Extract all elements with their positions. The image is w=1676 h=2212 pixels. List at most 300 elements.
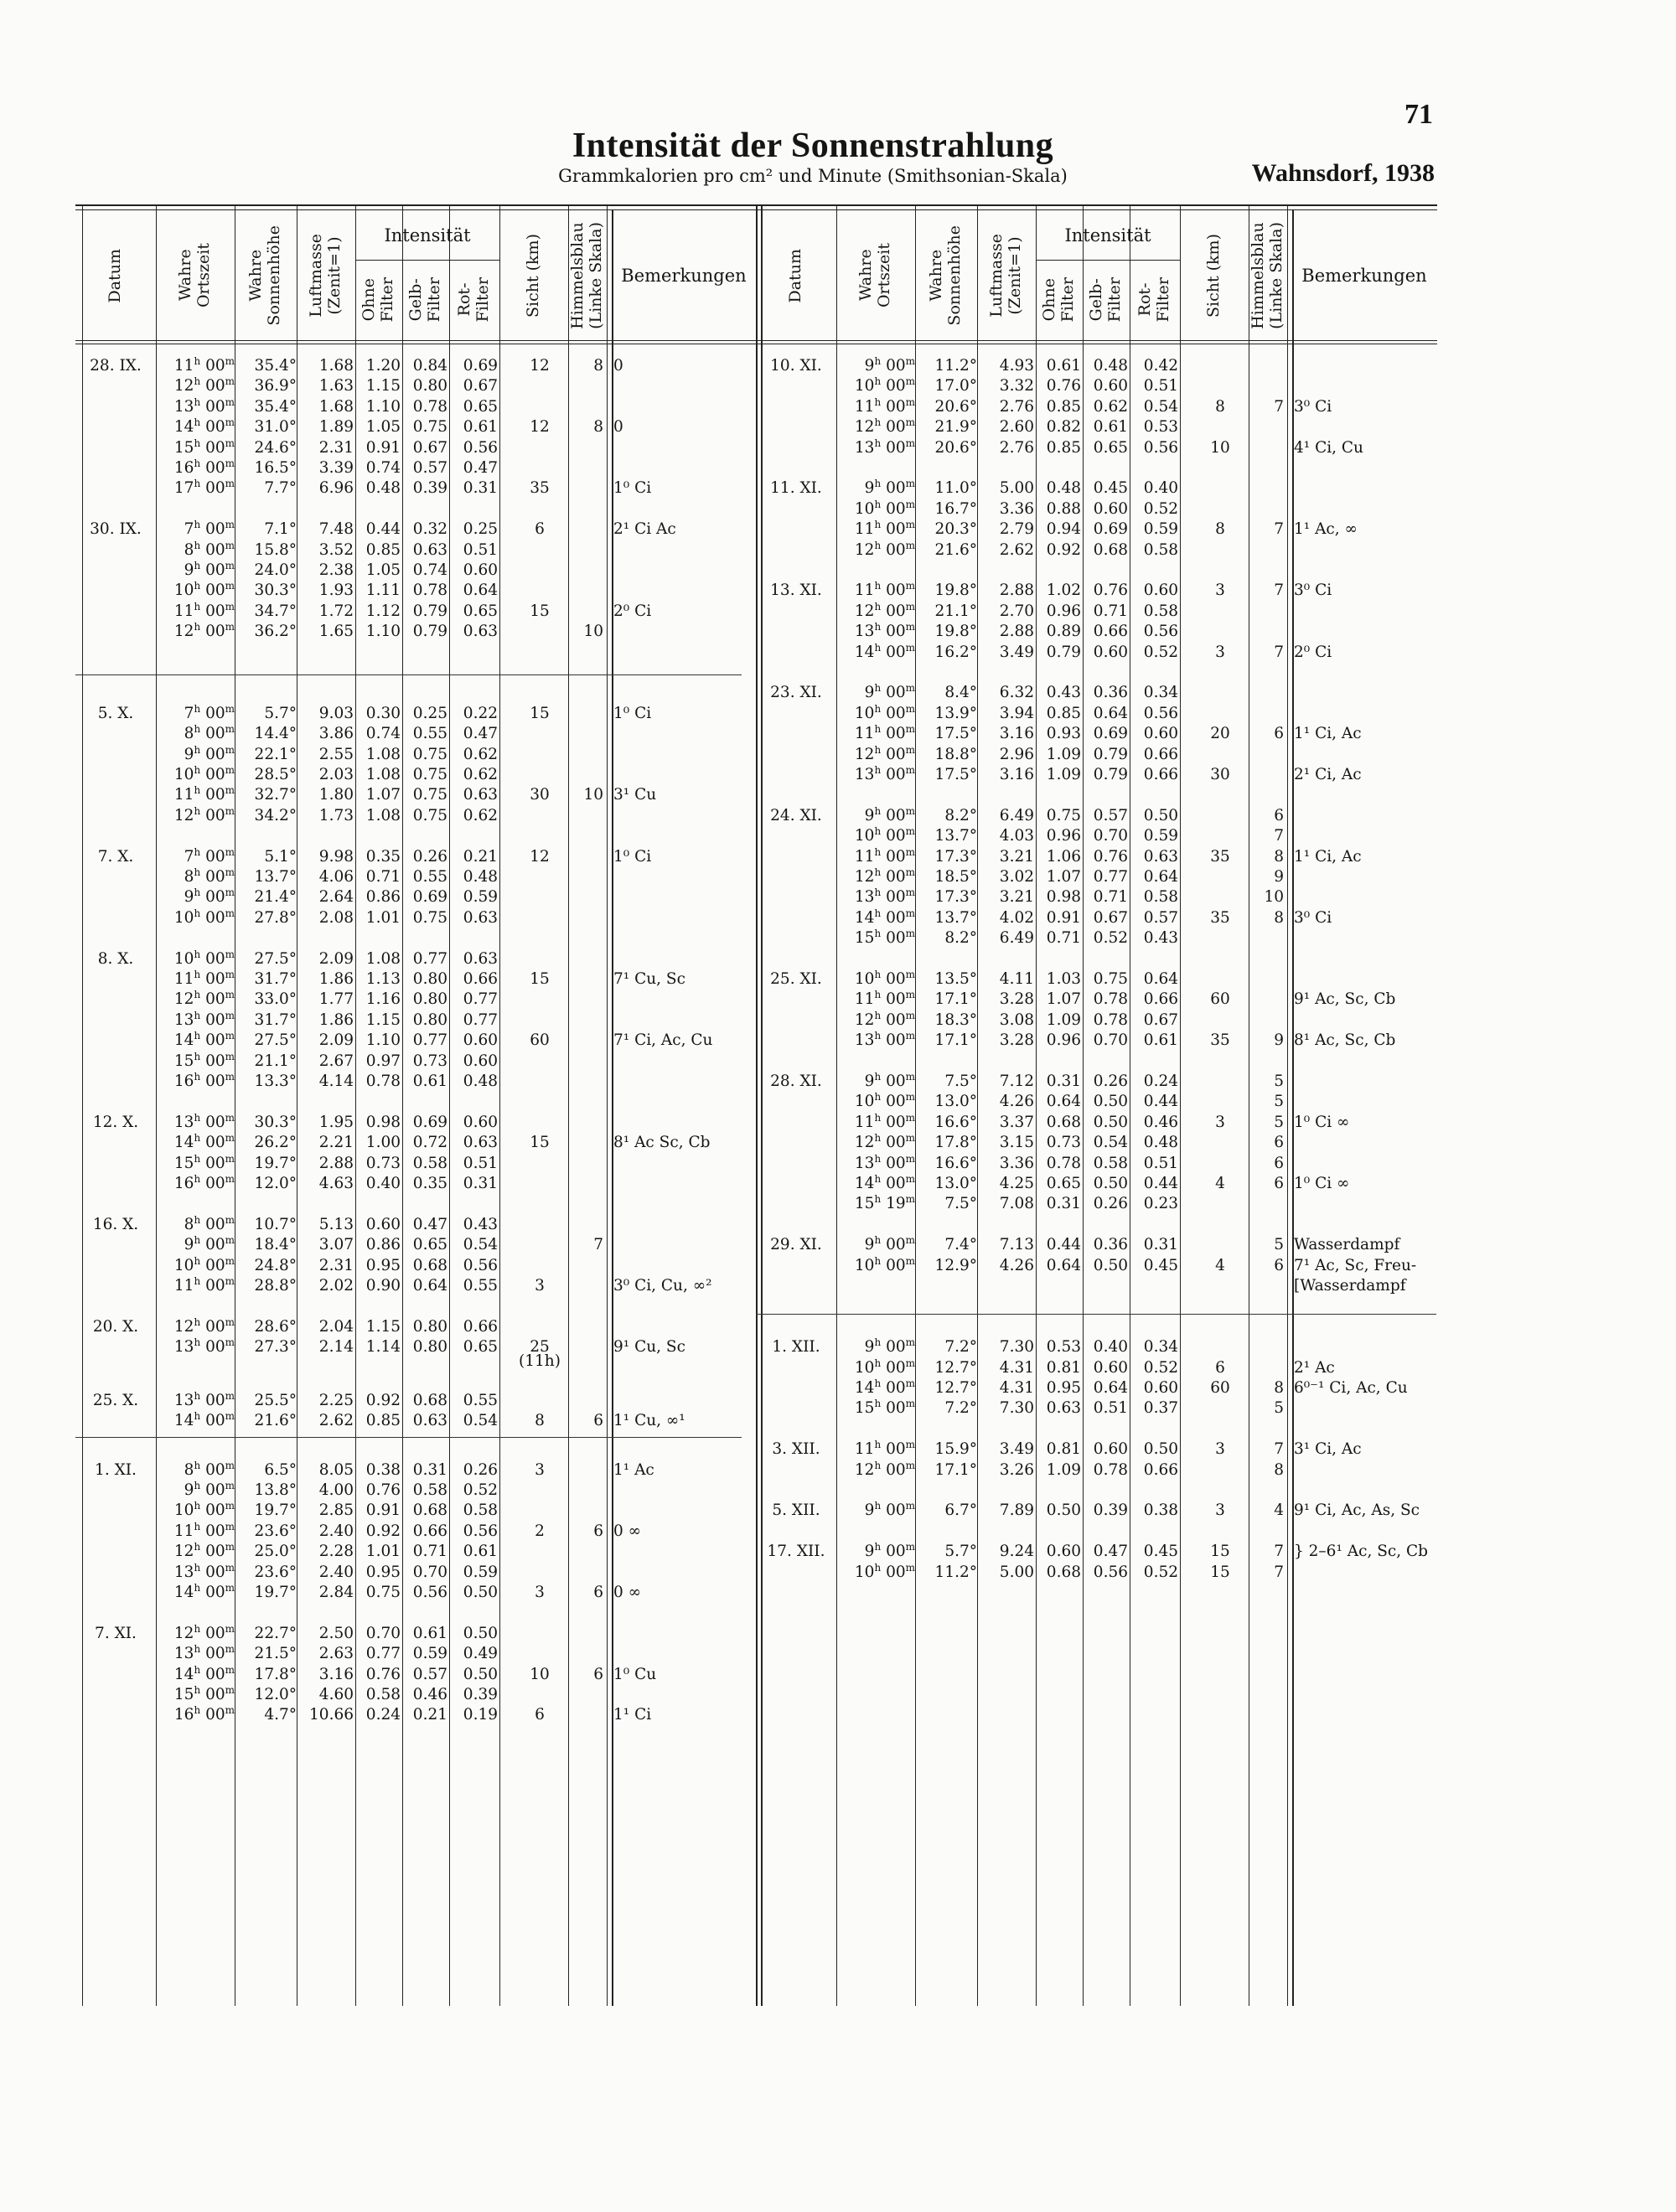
cell-time: 14$^h$ 00$^m$ (173, 1581, 235, 1601)
table-row (75, 519, 756, 540)
cell-alt: 24.0° (254, 561, 297, 579)
table-row (75, 621, 756, 642)
table-row (75, 416, 756, 437)
cell-ig: 0.68 (1093, 540, 1128, 559)
table-row (75, 1173, 756, 1194)
cell-ig: 0.69 (1093, 520, 1128, 539)
cell-time: 10$^h$ 00$^m$ (173, 948, 235, 968)
cell-ir: 0.63 (463, 786, 498, 804)
cell-alt: 36.2° (254, 623, 297, 641)
cell-date: 20. X. (92, 1317, 139, 1336)
cell-alt: 17.8° (934, 1134, 977, 1152)
cell-blau: 5 (1274, 1093, 1284, 1111)
table-row (75, 1410, 756, 1431)
table-row (756, 519, 1436, 540)
cell-ir: 0.64 (463, 581, 498, 600)
cell-time: 13$^h$ 00$^m$ (854, 886, 915, 907)
cell-rem: 2⁰ Ci (1294, 643, 1332, 661)
cell-sicht: 60 (1210, 990, 1230, 1009)
table-row (75, 1030, 756, 1051)
cell-blau: 5 (1274, 1399, 1284, 1418)
cell-sicht: 60 (1210, 1379, 1230, 1397)
cell-am: 2.55 (318, 745, 354, 763)
cell-ir: 0.66 (1143, 1460, 1178, 1479)
table-row (75, 764, 756, 785)
cell-time: 11$^h$ 00$^m$ (173, 1520, 235, 1540)
cell-blau: 6 (1274, 1256, 1284, 1274)
cell-alt: 28.6° (254, 1317, 297, 1336)
header-label: Wahre Ortszeit (856, 243, 893, 308)
cell-time: 9$^h$ 00$^m$ (864, 1070, 915, 1090)
header-label: Datum (786, 248, 805, 303)
table-row (756, 928, 1436, 948)
cell-time: 11$^h$ 00$^m$ (854, 723, 915, 743)
cell-i0: 0.60 (365, 1215, 401, 1233)
cell-alt: 7.2° (944, 1399, 977, 1418)
table-row (756, 764, 1436, 785)
table-row (756, 1275, 1436, 1296)
cell-ir: 0.66 (463, 1317, 498, 1336)
cell-am: 2.09 (318, 1031, 354, 1050)
cell-am: 4.03 (999, 827, 1034, 845)
cell-ig: 0.71 (412, 1543, 447, 1561)
cell-time: 7$^h$ 00$^m$ (184, 845, 235, 866)
cell-rem: 9¹ Ac, Sc, Cb (1294, 990, 1396, 1009)
left-header-intensitaet (355, 211, 499, 260)
cell-sicht: 8 (1215, 397, 1225, 416)
page-number: 71 (1404, 99, 1433, 130)
cell-blau: 10 (583, 623, 603, 641)
table-row (756, 416, 1436, 437)
cell-ig: 0.47 (1093, 1543, 1128, 1561)
cell-rem: 3⁰ Ci, Cu, ∞² (613, 1277, 712, 1295)
cell-ig: 0.58 (1093, 1154, 1128, 1172)
cell-blau: 7 (1274, 581, 1284, 600)
cell-am: 2.38 (318, 561, 354, 579)
cell-sicht: 6 (535, 520, 545, 539)
cell-sicht: 35 (530, 479, 550, 498)
cell-ir: 0.54 (1143, 397, 1178, 416)
table-row (75, 478, 756, 499)
cell-sicht: (11h) (519, 1351, 561, 1370)
cell-blau: 6 (1274, 1134, 1284, 1152)
cell-time: 11$^h$ 00$^m$ (854, 989, 915, 1009)
cell-am: 2.02 (318, 1277, 354, 1295)
cell-date: 7. X. (97, 847, 134, 866)
cell-i0: 0.75 (1046, 806, 1081, 824)
cell-ir: 0.60 (1143, 1379, 1178, 1397)
cell-ir: 0.48 (463, 868, 498, 886)
cell-ig: 0.69 (412, 1113, 447, 1131)
cell-sicht: 35 (1210, 1031, 1230, 1050)
cell-ir: 0.59 (1143, 520, 1178, 539)
cell-i0: 0.92 (1046, 540, 1081, 559)
cell-time: 11$^h$ 00$^m$ (173, 784, 235, 804)
cell-am: 3.52 (318, 540, 354, 559)
cell-am: 3.21 (999, 888, 1034, 907)
cell-i0: 1.05 (365, 561, 401, 579)
cell-ig: 0.68 (412, 1391, 447, 1409)
table-row (756, 1193, 1436, 1214)
table-row (756, 1255, 1436, 1276)
cell-sicht: 15 (530, 1134, 550, 1152)
cell-ir: 0.24 (1143, 1072, 1178, 1090)
cell-blau: 6 (593, 1522, 603, 1540)
cell-ig: 0.71 (1093, 602, 1128, 620)
cell-am: 3.94 (999, 704, 1034, 722)
cell-rem: 0 (613, 418, 623, 437)
cell-am: 2.28 (318, 1543, 354, 1561)
cell-ir: 0.53 (1143, 418, 1178, 437)
cell-i0: 1.13 (365, 970, 401, 988)
cell-i0: 0.75 (365, 1584, 401, 1601)
cell-ir: 0.34 (1143, 1338, 1178, 1357)
cell-time: 12$^h$ 00$^m$ (854, 600, 915, 620)
cell-am: 1.77 (318, 990, 354, 1009)
table-row (756, 805, 1436, 826)
cell-i0: 1.05 (365, 418, 401, 437)
station-label: Wahnsdorf, 1938 (1251, 159, 1435, 187)
cell-ir: 0.63 (463, 1134, 498, 1152)
table-row (756, 1153, 1436, 1174)
cell-alt: 5.7° (264, 704, 297, 722)
cell-sicht: 6 (1215, 1358, 1225, 1377)
right-header-himmelsblau (1249, 211, 1287, 340)
cell-sicht: 4 (1215, 1256, 1225, 1274)
right-header-rot (1130, 260, 1180, 340)
cell-ir: 0.52 (1143, 1358, 1178, 1377)
cell-alt: 15.8° (254, 540, 297, 559)
cell-ir: 0.58 (1143, 602, 1178, 620)
cell-time: 9$^h$ 00$^m$ (184, 886, 235, 907)
cell-rem: 7¹ Ac, Sc, Freu- (1294, 1256, 1417, 1274)
cell-am: 3.36 (999, 499, 1034, 518)
table-row (756, 703, 1436, 724)
cell-blau: 6 (593, 1584, 603, 1601)
cell-ir: 0.54 (463, 1412, 498, 1430)
cell-date: 1. XI. (95, 1460, 137, 1479)
left-half-table (75, 204, 756, 2006)
cell-ir: 0.19 (463, 1706, 498, 1724)
cell-alt: 17.5° (934, 766, 977, 783)
cell-ig: 0.79 (1093, 766, 1128, 783)
cell-ir: 0.55 (463, 1391, 498, 1409)
cell-ig: 0.36 (1093, 684, 1128, 702)
table-row (75, 1316, 756, 1337)
cell-i0: 0.70 (365, 1624, 401, 1642)
cell-ir: 0.66 (1143, 990, 1178, 1009)
cell-date: 30. IX. (90, 520, 142, 539)
cell-i0: 0.77 (365, 1645, 401, 1663)
cell-date: 16. X. (92, 1215, 139, 1233)
cell-alt: 17.1° (934, 1460, 977, 1479)
table-row (75, 355, 756, 376)
cell-sicht: 3 (1215, 1501, 1225, 1520)
cell-i0: 1.08 (365, 806, 401, 824)
cell-am: 2.50 (318, 1624, 354, 1642)
cell-ir: 0.56 (463, 438, 498, 457)
cell-alt: 30.3° (254, 581, 297, 600)
cell-alt: 7.1° (264, 520, 297, 539)
cell-alt: 7.7° (264, 479, 297, 498)
cell-time: 13$^h$ 00$^m$ (854, 1152, 915, 1172)
table-row (756, 1541, 1436, 1562)
cell-alt: 18.5° (934, 868, 977, 886)
cell-time: 9$^h$ 00$^m$ (184, 559, 235, 579)
cell-i0: 0.96 (1046, 827, 1081, 845)
cell-ig: 0.61 (412, 1624, 447, 1642)
cell-time: 10$^h$ 00$^m$ (854, 1091, 915, 1111)
cell-ir: 0.58 (463, 1501, 498, 1520)
cell-ig: 0.26 (1093, 1195, 1128, 1213)
cell-i0: 0.48 (365, 479, 401, 498)
table-row (756, 1234, 1436, 1255)
table-row (75, 948, 756, 969)
cell-rem: 2¹ Ac (1294, 1358, 1335, 1377)
cell-alt: 13.0° (934, 1175, 977, 1192)
cell-time: 12$^h$ 00$^m$ (854, 539, 915, 559)
table-row (75, 1051, 756, 1072)
cell-rem: Wasserdampf (1294, 1236, 1400, 1254)
cell-ig: 0.66 (412, 1522, 447, 1540)
cell-date: 13. XI. (770, 581, 822, 600)
header-label: Himmelsblau (Linke Skala) (1249, 222, 1285, 329)
cell-i0: 1.09 (1046, 745, 1081, 763)
cell-blau: 5 (1274, 1236, 1284, 1254)
cell-ig: 0.78 (1093, 1460, 1128, 1479)
cell-time: 10$^h$ 00$^m$ (173, 580, 235, 600)
cell-blau: 7 (1274, 1543, 1284, 1561)
cell-blau: 8 (1274, 847, 1284, 866)
cell-i0: 0.44 (1046, 1236, 1081, 1254)
cell-date: 7. XI. (95, 1624, 137, 1642)
cell-blau: 4 (1274, 1501, 1284, 1520)
cell-alt: 27.8° (254, 908, 297, 927)
cell-am: 3.07 (318, 1236, 354, 1254)
cell-ig: 0.39 (412, 479, 447, 498)
cell-i0: 1.07 (365, 786, 401, 804)
table-row (756, 1562, 1436, 1583)
cell-am: 1.89 (318, 418, 354, 437)
cell-sicht: 15 (530, 970, 550, 988)
cell-ir: 0.52 (1143, 499, 1178, 518)
cell-time: 14$^h$ 00$^m$ (173, 1663, 235, 1683)
cell-time: 12$^h$ 00$^m$ (854, 743, 915, 763)
cell-alt: 10.7° (254, 1215, 297, 1233)
cell-i0: 0.85 (1046, 397, 1081, 416)
cell-time: 9$^h$ 00$^m$ (184, 1234, 235, 1254)
cell-am: 3.36 (999, 1154, 1034, 1172)
cell-alt: 17.0° (934, 377, 977, 395)
cell-time: 13$^h$ 00$^m$ (173, 1111, 235, 1131)
cell-i0: 0.78 (1046, 1154, 1081, 1172)
cell-am: 7.30 (999, 1399, 1034, 1418)
cell-alt: 17.5° (934, 725, 977, 743)
cell-i0: 0.91 (365, 438, 401, 457)
table-row (75, 969, 756, 990)
cell-time: 8$^h$ 00$^m$ (184, 1213, 235, 1233)
cell-ir: 0.50 (1143, 806, 1178, 824)
cell-time: 11$^h$ 00$^m$ (173, 600, 235, 620)
cell-time: 7$^h$ 00$^m$ (184, 702, 235, 722)
cell-time: 14$^h$ 00$^m$ (173, 416, 235, 437)
cell-blau: 7 (1274, 1563, 1284, 1581)
cell-alt: 17.3° (934, 847, 977, 866)
cell-time: 11$^h$ 00$^m$ (854, 1439, 915, 1459)
cell-sicht: 12 (530, 847, 550, 866)
cell-i0: 0.64 (1046, 1256, 1081, 1274)
cell-time: 11$^h$ 00$^m$ (854, 395, 915, 416)
cell-sicht: 4 (1215, 1175, 1225, 1192)
cell-alt: 11.2° (934, 357, 977, 375)
cell-rem: 3⁰ Ci (1294, 397, 1332, 416)
cell-time: 12$^h$ 00$^m$ (854, 416, 915, 437)
cell-rem: 1⁰ Ci ∞ (1294, 1175, 1350, 1192)
cell-am: 8.05 (318, 1460, 354, 1479)
cell-i0: 1.07 (1046, 868, 1081, 886)
table-row (756, 846, 1436, 867)
cell-i0: 1.09 (1046, 766, 1081, 783)
cell-ig: 0.54 (1093, 1134, 1128, 1152)
cell-sicht: 8 (535, 1412, 545, 1430)
cell-alt: 15.9° (934, 1440, 977, 1459)
cell-time: 15$^h$ 00$^m$ (854, 1398, 915, 1418)
cell-alt: 18.3° (934, 1010, 977, 1029)
cell-ir: 0.52 (463, 1481, 498, 1499)
cell-blau: 5 (1274, 1072, 1284, 1090)
right-half-table (756, 204, 1437, 2006)
cell-rem: 1⁰ Ci ∞ (1294, 1113, 1350, 1131)
left-header-ortszeit (156, 211, 235, 340)
cell-time: 12$^h$ 00$^m$ (854, 1132, 915, 1152)
cell-alt: 31.7° (254, 970, 297, 988)
table-row (756, 540, 1436, 561)
cell-alt: 21.9° (934, 418, 977, 437)
cell-i0: 0.74 (365, 459, 401, 477)
header-label: Wahre Sonnenhöhe (927, 225, 964, 326)
cell-rem: 9¹ Ci, Ac, As, Sc (1294, 1501, 1420, 1520)
cell-ig: 0.64 (1093, 704, 1128, 722)
cell-rem: 7¹ Ci, Ac, Cu (613, 1031, 713, 1050)
table-row (75, 437, 756, 458)
cell-time: 14$^h$ 00$^m$ (173, 1409, 235, 1430)
cell-ig: 0.67 (1093, 908, 1128, 927)
cell-date: 24. XI. (770, 806, 822, 824)
cell-i0: 0.44 (365, 520, 401, 539)
cell-ir: 0.51 (463, 540, 498, 559)
cell-am: 3.32 (999, 377, 1034, 395)
cell-ir: 0.51 (1143, 1154, 1178, 1172)
cell-rem: 0 ∞ (613, 1584, 642, 1601)
table-row (75, 989, 756, 1010)
cell-ig: 0.55 (412, 868, 447, 886)
cell-am: 2.04 (318, 1317, 354, 1336)
cell-ir: 0.61 (1143, 1031, 1178, 1050)
cell-ig: 0.31 (412, 1460, 447, 1479)
cell-rem: 1¹ Ac (613, 1460, 654, 1479)
cell-alt: 20.6° (934, 438, 977, 457)
cell-i0: 0.85 (365, 1412, 401, 1430)
cell-sicht: 12 (530, 418, 550, 437)
cell-ig: 0.36 (1093, 1236, 1128, 1254)
cell-ig: 0.80 (412, 970, 447, 988)
cell-time: 10$^h$ 00$^m$ (173, 763, 235, 783)
cell-rem: 1¹ Ci, Ac (1294, 847, 1362, 866)
cell-ig: 0.66 (1093, 623, 1128, 641)
cell-alt: 27.3° (254, 1338, 297, 1357)
cell-alt: 23.6° (254, 1522, 297, 1540)
cell-ig: 0.75 (412, 745, 447, 763)
cell-am: 6.96 (318, 479, 354, 498)
cell-ir: 0.54 (463, 1236, 498, 1254)
table-row (756, 1091, 1436, 1112)
cell-am: 3.16 (318, 1665, 354, 1683)
left-header-datum (75, 211, 156, 340)
cell-alt: 6.5° (264, 1460, 297, 1479)
table-row (75, 1255, 756, 1276)
cell-i0: 0.81 (1046, 1358, 1081, 1377)
cell-alt: 12.7° (934, 1358, 977, 1377)
cell-alt: 13.9° (934, 704, 977, 722)
table-row (756, 1336, 1436, 1357)
cell-ir: 0.63 (463, 623, 498, 641)
cell-ir: 0.51 (463, 1154, 498, 1172)
cell-i0: 0.73 (365, 1154, 401, 1172)
cell-ir: 0.59 (463, 888, 498, 907)
table-row (756, 1439, 1436, 1460)
table-row (756, 1173, 1436, 1194)
cell-ir: 0.38 (1143, 1501, 1178, 1520)
cell-i0: 1.14 (365, 1338, 401, 1357)
cell-am: 9.98 (318, 847, 354, 866)
cell-alt: 21.1° (934, 602, 977, 620)
cell-i0: 0.50 (1046, 1501, 1081, 1520)
cell-am: 2.25 (318, 1391, 354, 1409)
cell-blau: 5 (1274, 1113, 1284, 1131)
table-row (756, 682, 1436, 703)
cell-rem: 2⁰ Ci (613, 602, 652, 620)
cell-time: 9$^h$ 00$^m$ (864, 1500, 915, 1520)
cell-ig: 0.58 (412, 1154, 447, 1172)
cell-time: 12$^h$ 00$^m$ (854, 1009, 915, 1029)
cell-ig: 0.50 (1093, 1113, 1128, 1131)
cell-blau: 7 (1274, 397, 1284, 416)
cell-i0: 0.96 (1046, 1031, 1081, 1050)
cell-ir: 0.66 (1143, 745, 1178, 763)
cell-ir: 0.56 (1143, 623, 1178, 641)
cell-i0: 0.31 (1046, 1072, 1081, 1090)
cell-time: 17$^h$ 00$^m$ (173, 478, 235, 498)
cell-alt: 18.8° (934, 745, 977, 763)
cell-time: 9$^h$ 00$^m$ (864, 1336, 915, 1357)
header-label: Intensität (384, 225, 471, 245)
cell-time: 9$^h$ 00$^m$ (184, 1479, 235, 1499)
table-row (75, 1460, 756, 1481)
cell-alt: 19.7° (254, 1584, 297, 1601)
cell-rem: 1¹ Ci, Ac (1294, 725, 1362, 743)
cell-sicht: 3 (535, 1584, 545, 1601)
cell-ir: 0.63 (463, 949, 498, 968)
cell-ig: 0.75 (412, 908, 447, 927)
cell-time: 15$^h$ 00$^m$ (173, 437, 235, 457)
cell-ig: 0.50 (1093, 1256, 1128, 1274)
cell-date: 28. IX. (90, 357, 142, 375)
cell-alt: 34.2° (254, 806, 297, 824)
table-row (756, 989, 1436, 1010)
cell-i0: 1.09 (1046, 1010, 1081, 1029)
table-row (756, 621, 1436, 642)
cell-am: 3.16 (999, 766, 1034, 783)
